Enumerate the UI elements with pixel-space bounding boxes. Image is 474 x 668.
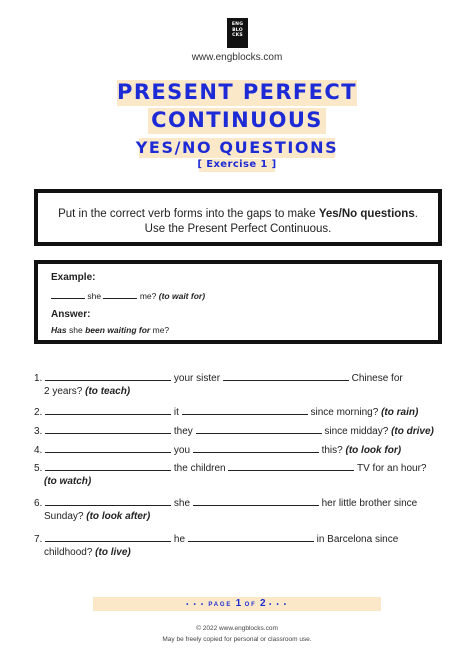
verb-hint: (to teach) <box>85 386 131 397</box>
page-title-line-2: CONTINUOUS <box>151 108 323 132</box>
answer-blank[interactable] <box>45 495 171 506</box>
answer-blank[interactable] <box>188 531 314 542</box>
exercise-item-4: 4. you this? (to look for) <box>34 442 401 456</box>
logo-line-1: ENG <box>231 22 244 27</box>
exercise-item-6: 6. she her little brother since <box>34 495 417 509</box>
answer-blank[interactable] <box>45 531 171 542</box>
logo-line-2: BLO <box>232 27 243 33</box>
license-note: May be freely copied for personal or classroom use. <box>162 636 312 643</box>
example-answer: Has she been waiting for me? <box>51 325 170 335</box>
copyright: © 2022 www.engblocks.com <box>196 625 278 632</box>
example-blank-1 <box>51 290 85 299</box>
verb-hint: (to look after) <box>86 511 151 522</box>
exercise-item-7-cont: childhood? (to live) <box>44 547 131 558</box>
example-blank-2 <box>103 290 137 299</box>
verb-hint: (to live) <box>95 547 131 558</box>
answer-blank[interactable] <box>45 460 171 471</box>
page-title-line-1: PRESENT PERFECT <box>117 80 357 104</box>
exercise-item-1: 1. your sister Chinese for <box>34 370 403 384</box>
answer-blank[interactable] <box>45 404 171 415</box>
verb-hint: (to look for) <box>345 445 402 456</box>
page-subtitle: YES/NO QUESTIONS <box>135 138 339 157</box>
logo-line-3: CKS <box>232 33 243 39</box>
answer-blank[interactable] <box>45 423 171 434</box>
exercise-item-7: 7. he in Barcelona since <box>34 531 398 545</box>
answer-blank[interactable] <box>196 423 322 434</box>
answer-blank[interactable] <box>223 370 349 381</box>
example-hint: (to wait for) <box>158 291 206 301</box>
current-page: 1 <box>235 598 242 609</box>
answer-blank[interactable] <box>45 442 171 453</box>
example-box <box>34 260 442 344</box>
engblocks-logo <box>227 18 248 48</box>
instructions-line-1: Put in the correct verb forms into the gaps to make Yes/No questions. <box>58 208 418 220</box>
verb-hint: (to rain) <box>381 407 419 418</box>
exercise-item-5-cont <box>44 476 91 487</box>
answer-label: Answer: <box>51 309 91 320</box>
exercise-item-2: 2. it since morning? (to rain) <box>34 404 418 418</box>
answer-blank[interactable] <box>193 442 319 453</box>
answer-blank[interactable] <box>182 404 308 415</box>
exercise-label: [ Exercise 1 ] <box>197 159 277 170</box>
exercise-item-3: 3. they since midday? (to drive) <box>34 423 434 437</box>
site-url[interactable]: www.engblocks.com <box>191 52 283 63</box>
example-label: Example: <box>51 272 96 283</box>
exercise-item-6-cont: Sunday? (to look after) <box>44 511 151 522</box>
instructions-emphasis: Yes/No questions <box>318 208 415 220</box>
answer-blank[interactable] <box>193 495 319 506</box>
exercise-item-5: 5. the children TV for an hour? <box>34 460 426 474</box>
verb-hint: (to drive) <box>391 426 434 437</box>
answer-blank[interactable] <box>228 460 354 471</box>
instructions-box <box>34 189 442 246</box>
verb-hint: (to watch) <box>44 476 92 487</box>
instructions-line-2: Use the Present Perfect Continuous. <box>144 223 332 235</box>
answer-blank[interactable] <box>45 370 171 381</box>
example-question: she me? (to wait for) <box>51 290 438 301</box>
total-pages: 2 <box>260 598 266 609</box>
page-indicator: • • • PAGE 1 OF 2 • • • <box>186 598 288 609</box>
exercise-item-1-cont: 2 years? (to teach) <box>44 386 131 397</box>
